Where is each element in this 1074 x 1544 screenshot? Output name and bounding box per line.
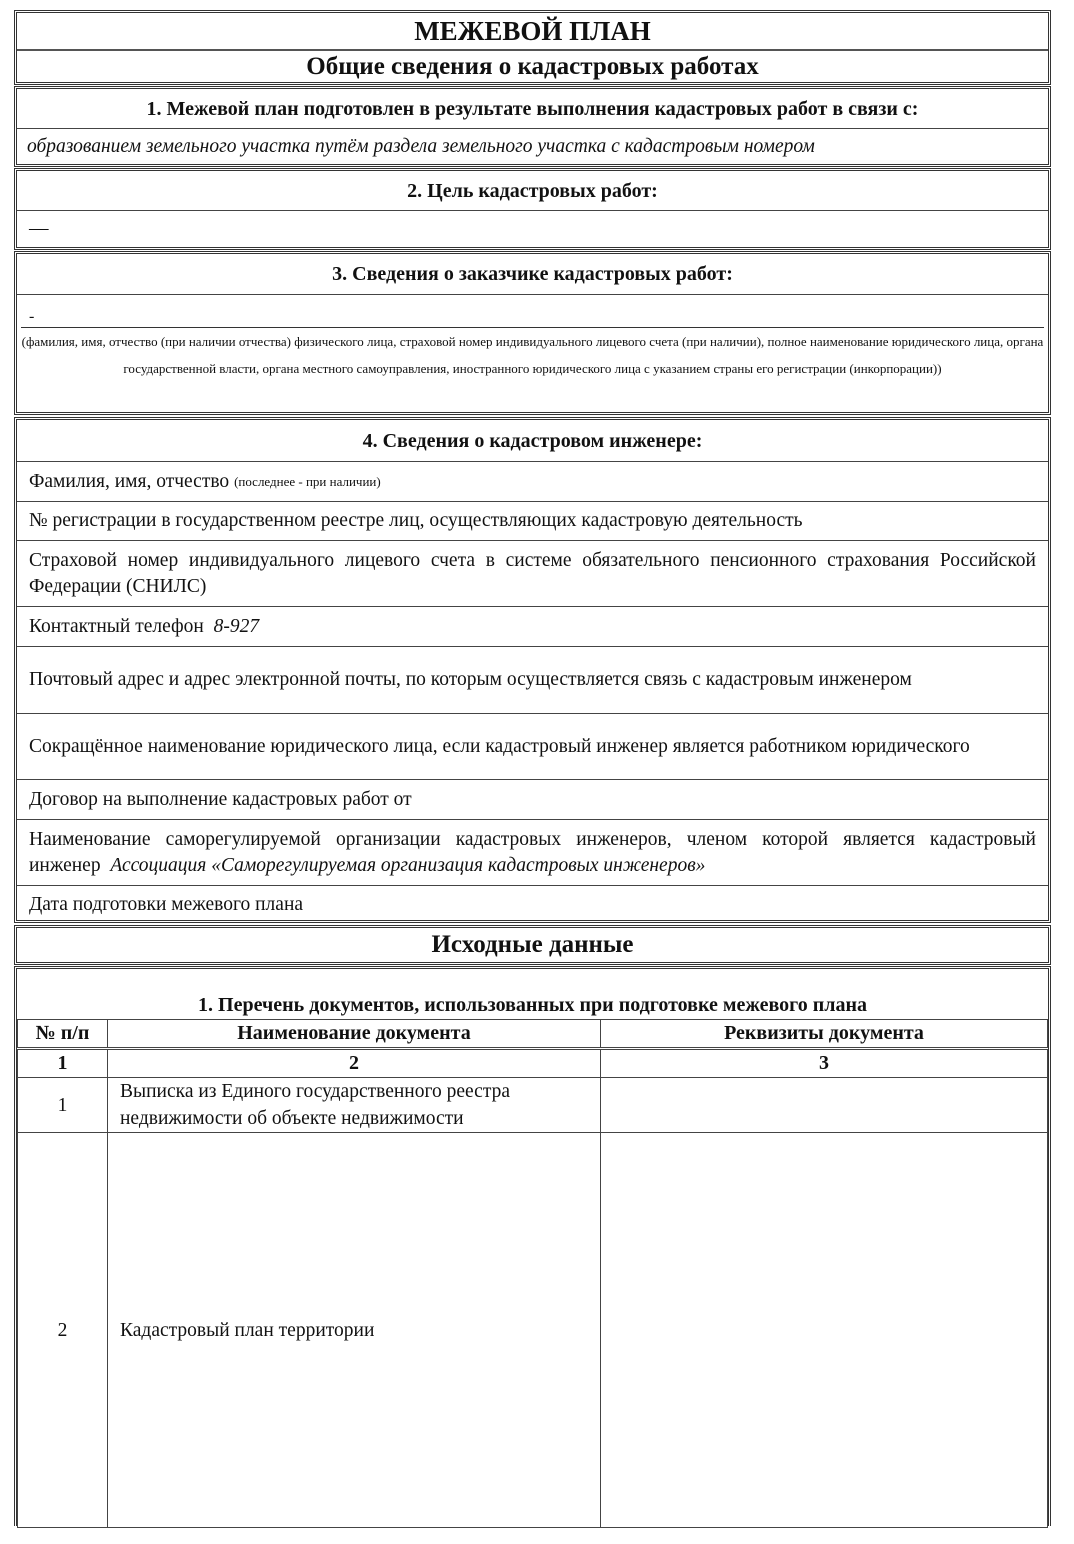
document-title-block xyxy=(14,10,1051,85)
document-name: Выписка из Единого государственного реестра недвижимости об объекте недвижимости xyxy=(108,1078,601,1133)
phone-row xyxy=(17,606,1048,646)
engineer-name-label: Фамилия, имя, отчество xyxy=(29,470,230,492)
table-row xyxy=(18,1133,1048,1528)
column-number: 1 xyxy=(18,1049,108,1078)
section-3-header: 3. Сведения о заказчике кадастровых работ: xyxy=(332,263,733,285)
address-row: Почтовый адрес и адрес электронной почты, по которым осуществляется связь с кадастровым инженером xyxy=(17,646,1048,713)
section-1-value: образованием земельного участка путём раздела земельного участка с кадастровым номером xyxy=(17,128,1048,164)
section-2 xyxy=(14,168,1051,250)
engineer-name-note: (последнее - при наличии) xyxy=(234,473,381,489)
column-number: 3 xyxy=(601,1049,1048,1078)
table-row xyxy=(18,1078,1048,1133)
customer-note: (фамилия, имя, отчество (при наличии отчества) физического лица, страховой номер индивидуального лицевого счета (при наличии), полное наименование юридического лица, органа государственной власти, органа местного самоуправления, иностранного юридического лица с указанием страны его регистрации (инкорпорации)) xyxy=(21,327,1044,382)
snils-row: Страховой номер индивидуального лицевого счета в системе обязательного пенсионного страхования Российской Федерации (СНИЛС) xyxy=(17,540,1048,606)
section-1 xyxy=(14,86,1051,167)
row-number: 1 xyxy=(18,1078,108,1133)
source-data-block xyxy=(14,925,1051,965)
section-4 xyxy=(14,417,1051,923)
sro-row xyxy=(17,819,1048,885)
organization-row: Сокращённое наименование юридического лица, если кадастровый инженер является работником юридического xyxy=(17,713,1048,779)
column-number: 2 xyxy=(108,1049,601,1078)
table-header-row xyxy=(18,1020,1048,1049)
section-3 xyxy=(14,251,1051,415)
column-header: Реквизиты документа xyxy=(601,1020,1048,1049)
section-title: Общие сведения о кадастровых работах xyxy=(17,49,1048,83)
sro-value: Ассоциация «Саморегулируемая организация кадастровых инженеров» xyxy=(110,854,706,876)
engineer-name-row xyxy=(17,461,1048,501)
column-number-row xyxy=(18,1049,1048,1078)
row-number: 2 xyxy=(18,1133,108,1528)
phone-label: Контактный телефон xyxy=(29,615,204,637)
section-2-header: 2. Цель кадастровых работ: xyxy=(407,179,658,202)
date-row: Дата подготовки межевого плана xyxy=(17,885,1048,923)
documents-list-title: 1. Перечень документов, использованных при подготовке межевого плана xyxy=(198,994,867,1016)
document-details xyxy=(601,1133,1048,1528)
section-1-header: 1. Межевой план подготовлен в результате выполнения кадастровых работ в связи с: xyxy=(146,97,919,120)
column-header: № п/п xyxy=(18,1020,108,1049)
phone-value: 8-927 xyxy=(213,615,260,637)
customer-value: - xyxy=(29,308,35,325)
contract-row: Договор на выполнение кадастровых работ от xyxy=(17,779,1048,819)
registration-row: № регистрации в государственном реестре лиц, осуществляющих кадастровую деятельность xyxy=(17,501,1048,540)
document-details xyxy=(601,1078,1048,1133)
sro-label: Наименование саморегулируемой организации кадастровых инженеров, членом которой является кадастровый инженер xyxy=(29,828,1036,876)
documents-table xyxy=(17,1019,1048,1528)
section-4-header: 4. Сведения о кадастровом инженере: xyxy=(362,429,703,452)
documents-section xyxy=(14,966,1051,1526)
source-data-title: Исходные данные xyxy=(431,931,634,958)
document-name: Кадастровый план территории xyxy=(108,1133,601,1528)
document-title: МЕЖЕВОЙ ПЛАН xyxy=(414,16,651,46)
column-header: Наименование документа xyxy=(108,1020,601,1049)
section-2-value: — xyxy=(17,210,1048,247)
